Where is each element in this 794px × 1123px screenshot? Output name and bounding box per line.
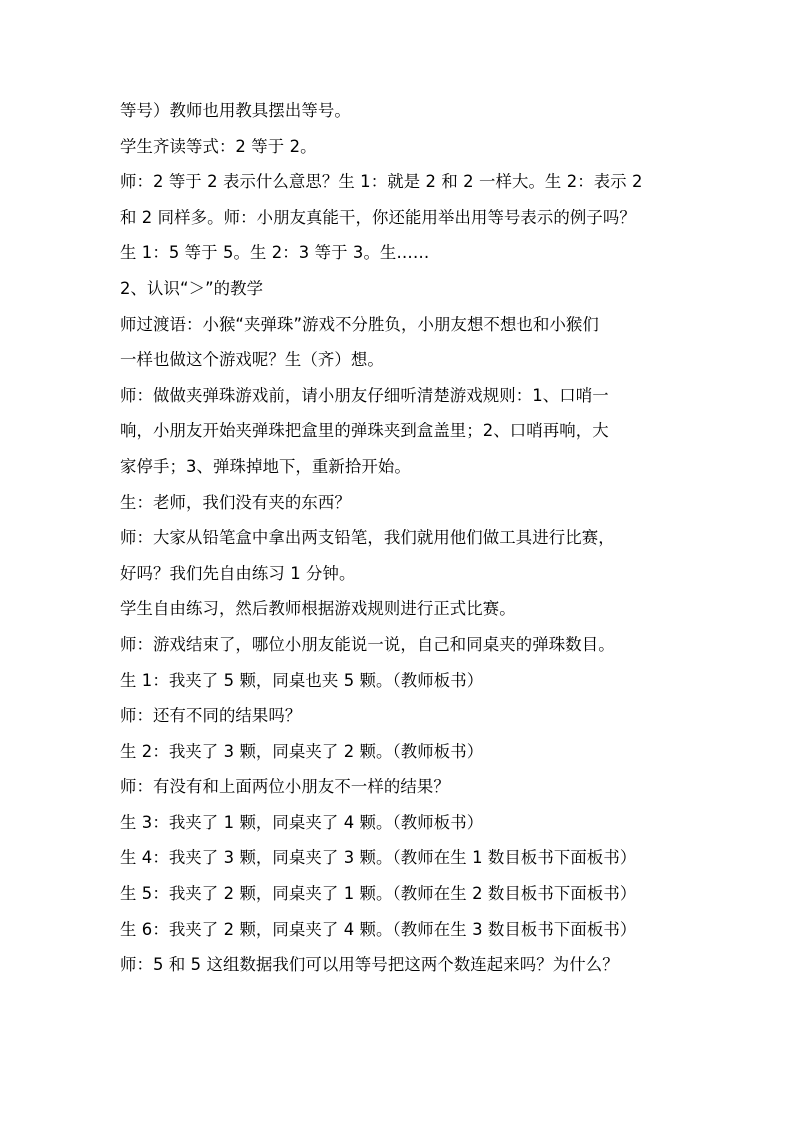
text-line: 生 2：我夹了 3 颗，同桌夹了 2 颗。（教师板书） — [120, 741, 484, 761]
text-line: 学生齐读等式：2 等于 2。 — [120, 136, 317, 156]
text-line: 生 4：我夹了 3 颗，同桌夹了 3 颗。（教师在生 1 数目板书下面板书） — [120, 848, 637, 868]
text-line: 生 1：5 等于 5。生 2：3 等于 3。生…… — [120, 243, 430, 263]
text-line: 师：做做夹弹珠游戏前，请小朋友仔细听清楚游戏规则：1、口哨一 — [120, 385, 609, 405]
text-line: 师：还有不同的结果吗？ — [120, 706, 302, 726]
text-line: 等号）教师也用教具摆出等号。 — [120, 101, 351, 120]
text-line: 和 2 同样多。师：小朋友真能干，你还能用举出用等号表示的例子吗？ — [120, 207, 636, 227]
text-line: 师过渡语：小猴“夹弹珠”游戏不分胜负，小朋友想不想也和小猴们 — [120, 314, 599, 334]
text-line: 师：大家从铅笔盒中拿出两支铅笔，我们就用他们做工具进行比赛， — [120, 528, 615, 548]
text-line: 师：5 和 5 这组数据我们可以用等号把这两个数连起来吗？为什么？ — [120, 955, 619, 975]
section-heading: 2、认识“＞”的教学 — [120, 278, 264, 298]
text-line: 师：2 等于 2 表示什么意思？生 1：就是 2 和 2 一样大。生 2：表示 2 — [120, 172, 643, 192]
text-line: 生 3：我夹了 1 颗，同桌夹了 4 颗。（教师板书） — [120, 812, 484, 832]
text-line: 师：有没有和上面两位小朋友不一样的结果？ — [120, 777, 450, 797]
text-line: 师：游戏结束了，哪位小朋友能说一说，自己和同桌夹的弹珠数目。 — [120, 634, 615, 654]
text-line: 好吗？我们先自由练习 1 分钟。 — [120, 563, 356, 583]
text-line: 生 5：我夹了 2 颗，同桌夹了 1 颗。（教师在生 2 数目板书下面板书） — [120, 884, 637, 904]
document-body — [120, 93, 688, 983]
text-line: 响，小朋友开始夹弹珠把盒里的弹珠夹到盒盖里；2、口哨再响，大 — [120, 421, 609, 441]
text-line: 家停手；3、弹珠掉地下，重新拾开始。 — [120, 456, 411, 476]
text-line: 生 6：我夹了 2 颗，同桌夹了 4 颗。（教师在生 3 数目板书下面板书） — [120, 919, 637, 939]
text-line: 学生自由练习，然后教师根据游戏规则进行正式比赛。 — [120, 599, 516, 619]
text-line: 生 1：我夹了 5 颗，同桌也夹 5 颗。（教师板书） — [120, 670, 484, 690]
text-line: 生：老师，我们没有夹的东西？ — [120, 492, 351, 512]
text-line: 一样也做这个游戏呢？生（齐）想。 — [120, 350, 384, 370]
